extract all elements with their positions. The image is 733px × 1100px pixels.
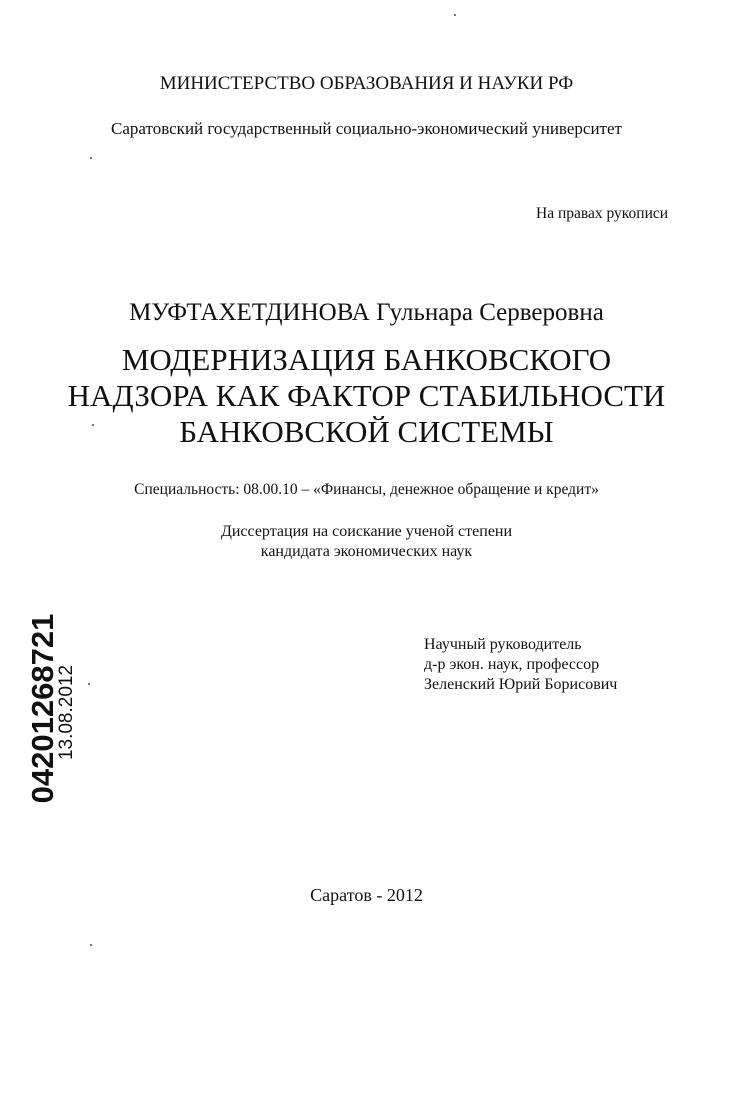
dissertation-title <box>20 342 713 450</box>
university-name: Саратовский государственный социально-экономический университет <box>111 119 622 138</box>
scan-speck <box>90 157 92 159</box>
scan-speck <box>90 944 92 946</box>
scan-speck <box>92 424 94 426</box>
title-line: НАДЗОРА КАК ФАКТОР СТАБИЛЬНОСТИ <box>67 378 666 413</box>
ministry-heading: МИНИСТЕРСТВО ОБРАЗОВАНИЯ И НАУКИ РФ <box>159 73 574 94</box>
degree-line: Диссертация на соискание ученой степени <box>220 523 513 540</box>
supervisor-line: д-р экон. наук, профессор <box>424 656 600 673</box>
supervisor-line: Научный руководитель <box>424 636 582 653</box>
degree-statement <box>0 522 733 562</box>
supervisor-line: Зеленский Юрий Борисович <box>424 676 618 693</box>
scan-speck <box>454 14 456 16</box>
library-stamp-number: 04201268721 <box>25 613 60 804</box>
manuscript-rights-note: На правах рукописи <box>536 205 669 222</box>
title-line: МОДЕРНИЗАЦИЯ БАНКОВСКОГО <box>121 342 612 377</box>
library-stamp <box>5 605 85 820</box>
degree-line: кандидата экономических наук <box>260 543 473 560</box>
speciality-code: Специальность: 08.00.10 – «Финансы, денежное обращение и кредит» <box>134 481 599 498</box>
scan-speck <box>88 683 90 685</box>
library-stamp-date: 13.08.2012 <box>56 664 77 761</box>
author-name: МУФТАХЕТДИНОВА Гульнара Серверовна <box>129 299 604 326</box>
title-line: БАНКОВСКОЙ СИСТЕМЫ <box>179 414 554 449</box>
supervisor-block <box>424 635 617 695</box>
city-year: Саратов - 2012 <box>310 885 423 905</box>
